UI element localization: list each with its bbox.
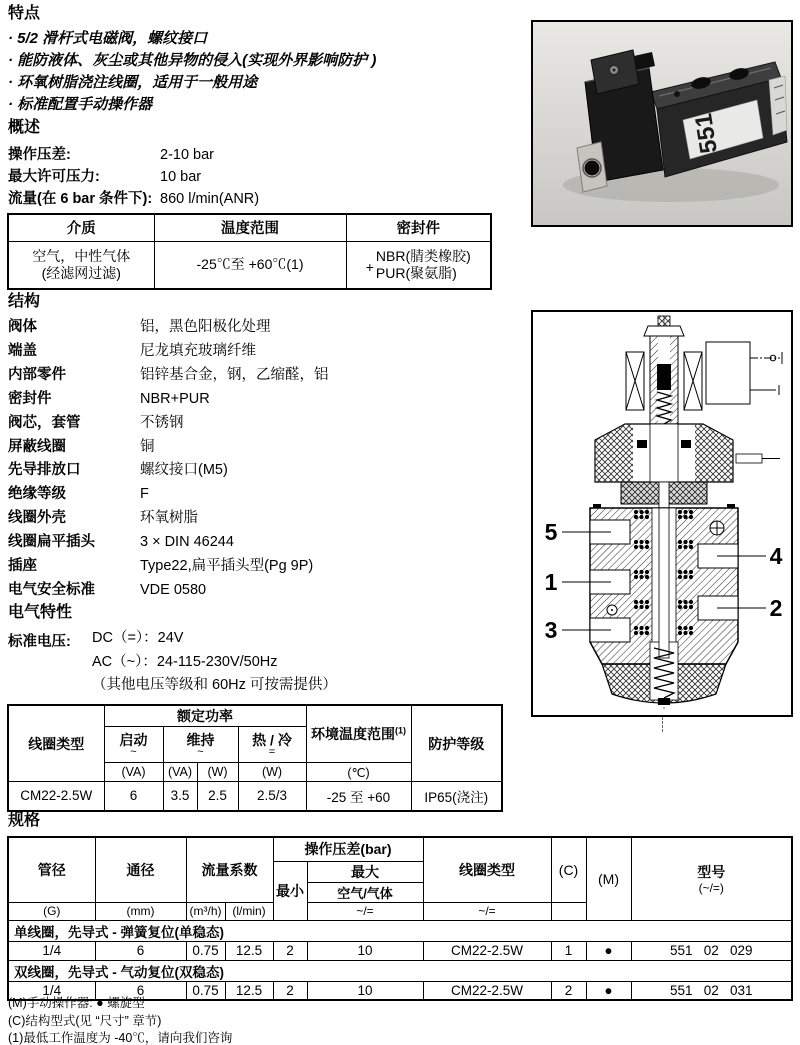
structure-label: 屏蔽线圈: [8, 438, 66, 455]
spec-cell: 2: [273, 981, 307, 1000]
spec-cell-c: 2: [551, 981, 586, 1000]
hold-label: 维持: [186, 731, 215, 748]
coil-header-type: 线圈类型: [8, 705, 104, 782]
product-label-text: 551: [689, 111, 723, 156]
spec-header-bore: 通径: [95, 837, 186, 902]
spec-section-row: [8, 920, 792, 941]
structure-value: 尼龙填充玻璃纤维: [140, 342, 256, 359]
coil-cell-protection: IP65(浇注): [411, 782, 502, 811]
coil-cell: -25 至 +60: [306, 782, 411, 811]
structure-value: 不锈钢: [140, 414, 184, 431]
spec-cell: 12.5: [225, 941, 273, 960]
footnote-manual: (M)手动操作器: ● 螺旋型: [8, 996, 145, 1010]
voltage-ac: AC（~）：24-115-230V/50Hz: [92, 653, 278, 670]
overview-section: [8, 119, 518, 210]
hotcold-label: 热 / 冷: [252, 731, 292, 748]
start-label: 启动: [119, 731, 148, 748]
footnotes: [8, 995, 232, 1045]
structure-row: [8, 483, 528, 507]
overview-title: 概述: [8, 119, 41, 136]
overview-row: [8, 166, 518, 188]
spec-header-flow: 流量系数: [186, 837, 273, 902]
features-title: 特点: [8, 5, 41, 22]
coil-header-rated-power: 额定功率: [104, 705, 306, 727]
table-row: [8, 241, 491, 289]
coil-header-protection: 防护等级: [411, 705, 502, 782]
model-sublabel: (~/=): [698, 881, 724, 896]
coil-cell-type: CM22-2.5W: [8, 782, 104, 811]
media-header-seal: 密封件: [346, 214, 491, 241]
spec-header-m: (M): [586, 837, 631, 920]
structure-value: NBR+PUR: [140, 390, 210, 407]
unit-cell: (VA): [104, 763, 163, 782]
structure-label: 阀芯，套管: [8, 414, 81, 431]
structure-value: 3 × DIN 46244: [140, 534, 234, 551]
feature-item: · 环氧树脂浇注线圈，适用于一般用途: [8, 74, 258, 91]
spec-cell: 1/4: [8, 981, 95, 1000]
unit-cell: (G): [8, 902, 95, 920]
spec-section-row: [8, 960, 792, 981]
structure-value: 螺纹接口(M5): [140, 462, 228, 479]
structure-value: VDE 0580: [140, 581, 207, 598]
spec-header-pressure: 操作压差(bar): [273, 837, 423, 861]
voltage-dc: DC（=）：24V: [92, 630, 184, 646]
footnote-temperature: (1)最低工作温度为 -40℃，请向我们咨询: [8, 1031, 233, 1045]
media-cell-temp: -25℃至 +60℃(1): [154, 241, 346, 289]
overview-label: 操作压差:: [8, 147, 71, 163]
diagram-box: [531, 310, 793, 717]
overview-label: 流量(在 6 bar 条件下):: [8, 191, 153, 207]
spec-cell-model: 551 02 029: [631, 941, 792, 960]
coil-table: [7, 704, 503, 812]
spec-section-title: 单线圈，先导式 - 弹簧复位(单稳态): [8, 920, 792, 941]
seal-plus: +: [365, 259, 374, 276]
spec-header-min: 最小: [273, 861, 307, 920]
unit-cell: (l/min): [225, 902, 273, 920]
spec-header-coil: 线圈类型: [423, 837, 551, 902]
structure-label: 阀体: [8, 319, 37, 335]
footnote-construction: (C)结构型式(见 “尺寸” 章节): [8, 1013, 162, 1028]
centerline-tick: [662, 717, 663, 732]
spec-cell-manual-dot: ●: [586, 981, 631, 1000]
coil-cell: 2.5: [197, 782, 238, 811]
spec-table: [7, 836, 793, 1001]
spec-header-c: (C): [551, 837, 586, 902]
media-cell-seal: [346, 241, 491, 289]
spec-cell: 6: [95, 981, 186, 1000]
media-header-temp: 温度范围: [154, 214, 346, 241]
structure-value: 铜: [140, 438, 155, 455]
structure-label: 线圈扁平插头: [8, 534, 95, 551]
table-row: [8, 214, 491, 241]
structure-row: [8, 412, 528, 436]
valve-cross-section: [533, 312, 791, 715]
structure-label: 端盖: [8, 342, 37, 359]
unit-cell-empty: [551, 902, 586, 920]
coil-cell: 6: [104, 782, 163, 811]
pilot-solenoid: [626, 316, 782, 436]
overview-label: 最大许可压力:: [8, 169, 100, 185]
seal-line1: NBR(腈类橡胶): [375, 247, 471, 264]
structure-label: 电气安全标准: [8, 581, 95, 598]
unit-cell: ~/=: [307, 902, 423, 920]
structure-row: [8, 436, 528, 460]
media-header-medium: 介质: [8, 214, 154, 241]
spec-cell: 10: [307, 981, 423, 1000]
structure-value: F: [140, 486, 149, 503]
unit-cell: (W): [238, 763, 306, 782]
feature-item: · 能防液体、灰尘或其他异物的侵入(实现外界影响防护 ): [8, 52, 377, 69]
unit-cell: ~/=: [423, 902, 551, 920]
structure-title: 结构: [8, 293, 41, 310]
structure-label: 线圈外壳: [8, 510, 66, 527]
feature-item: · 5/2 滑杆式电磁阀，螺纹接口: [8, 30, 208, 47]
coil-header-start: [104, 727, 163, 763]
spec-cell-model: 551 02 031: [631, 981, 792, 1000]
model-label: 型号: [697, 864, 726, 881]
side-screw: [736, 454, 762, 463]
port-label-2: 2: [769, 595, 783, 621]
electrical-title: 电气特性: [8, 604, 73, 621]
ambient-footnote-ref: (1): [395, 725, 406, 736]
medium-line2: (经滤网过滤): [41, 264, 121, 281]
connector-outline: [706, 342, 750, 404]
ambient-label: 环境温度范围: [311, 726, 395, 742]
spec-title: 规格: [8, 812, 41, 829]
media-table: [7, 213, 492, 290]
coil-header-hold: [163, 727, 238, 763]
medium-line1: 空气，中性气体: [32, 247, 131, 264]
structure-row: [8, 507, 528, 531]
spec-header-pipe: 管径: [8, 837, 95, 902]
structure-row: [8, 555, 528, 579]
unit-cell: (VA): [163, 763, 197, 782]
structure-row: [8, 388, 528, 412]
photo-box: [531, 20, 793, 227]
coil-cell: 3.5: [163, 782, 197, 811]
structure-row: [8, 340, 528, 364]
overview-value: 2-10 bar: [160, 147, 215, 163]
voltage-lines: [92, 627, 337, 698]
structure-label: 先导排放口: [8, 462, 81, 479]
spec-section-title: 双线圈，先导式 - 气动复位(双稳态): [8, 960, 792, 981]
hold-symbol: ~: [197, 745, 204, 758]
spec-cell: 0.75: [186, 941, 225, 960]
voltage-note: （其他电压等级和 60Hz 可按需提供）: [92, 677, 337, 693]
structure-label: 内部零件: [8, 366, 66, 383]
start-symbol: ~: [130, 745, 137, 758]
overview-row: [8, 144, 518, 166]
coil-header-hotcold: [238, 727, 306, 763]
port-label-5: 5: [544, 519, 558, 545]
spec-cell-coil: CM22-2.5W: [423, 981, 551, 1000]
feature-item: · 标准配置手动操作器: [8, 96, 153, 113]
spec-header-air: 空气/气体: [307, 882, 423, 902]
spec-cell-coil: CM22-2.5W: [423, 941, 551, 960]
spec-cell: 0.75: [186, 981, 225, 1000]
coil-header-ambient: [306, 705, 411, 763]
port-label-4: 4: [769, 543, 783, 569]
unit-cell: (m³/h): [186, 902, 225, 920]
spec-cell: 6: [95, 941, 186, 960]
spec-cell: 2: [273, 941, 307, 960]
structure-value: 铝锌基合金，钢，乙缩醛，铝: [140, 366, 329, 383]
spec-header-max: 最大: [307, 861, 423, 882]
port-label-1: 1: [544, 569, 558, 595]
structure-value: 环氧树脂: [140, 510, 198, 527]
spec-cell: 10: [307, 941, 423, 960]
bonnet: [595, 424, 780, 482]
spool: [659, 508, 669, 658]
unit-cell: (W): [197, 763, 238, 782]
structure-label: 绝缘等级: [8, 486, 66, 503]
unit-cell: (℃): [306, 763, 411, 782]
hotcold-symbol: =: [268, 745, 276, 758]
structure-section: [8, 293, 528, 603]
media-cell-medium: [8, 241, 154, 289]
unit-cell: (mm): [95, 902, 186, 920]
structure-row: [8, 579, 528, 603]
structure-row: [8, 459, 528, 483]
port-label-3: 3: [544, 617, 558, 643]
features-section: [8, 5, 528, 116]
structure-row: [8, 364, 528, 388]
seal-line2: PUR(聚氨脂): [375, 264, 457, 281]
table-row: [8, 782, 502, 811]
structure-label: 插座: [8, 558, 37, 575]
overview-value: 10 bar: [160, 169, 202, 185]
spec-cell: 12.5: [225, 981, 273, 1000]
valve-main-body: [590, 504, 738, 705]
structure-row: [8, 531, 528, 555]
spec-cell-manual-dot: ●: [586, 941, 631, 960]
structure-value: 铝，黑色阳极化处理: [140, 319, 271, 335]
table-row: [8, 837, 792, 861]
manual-override-button: [585, 161, 600, 176]
armature: [657, 364, 671, 390]
features-list: [8, 28, 528, 116]
product-photo: [533, 22, 791, 225]
structure-row: [8, 316, 528, 340]
table-row: [8, 941, 792, 960]
voltage-label: 标准电压:: [8, 634, 71, 650]
structure-value: Type22,扁平插头型(Pg 9P): [140, 558, 314, 575]
structure-label: 密封件: [8, 390, 52, 407]
table-row: [8, 705, 502, 727]
spec-cell: 1/4: [8, 941, 95, 960]
spec-cell-c: 1: [551, 941, 586, 960]
spec-header-model: [631, 837, 792, 920]
coil-cell: 2.5/3: [238, 782, 306, 811]
overview-value: 860 l/min(ANR): [160, 191, 260, 207]
overview-row: [8, 188, 518, 210]
